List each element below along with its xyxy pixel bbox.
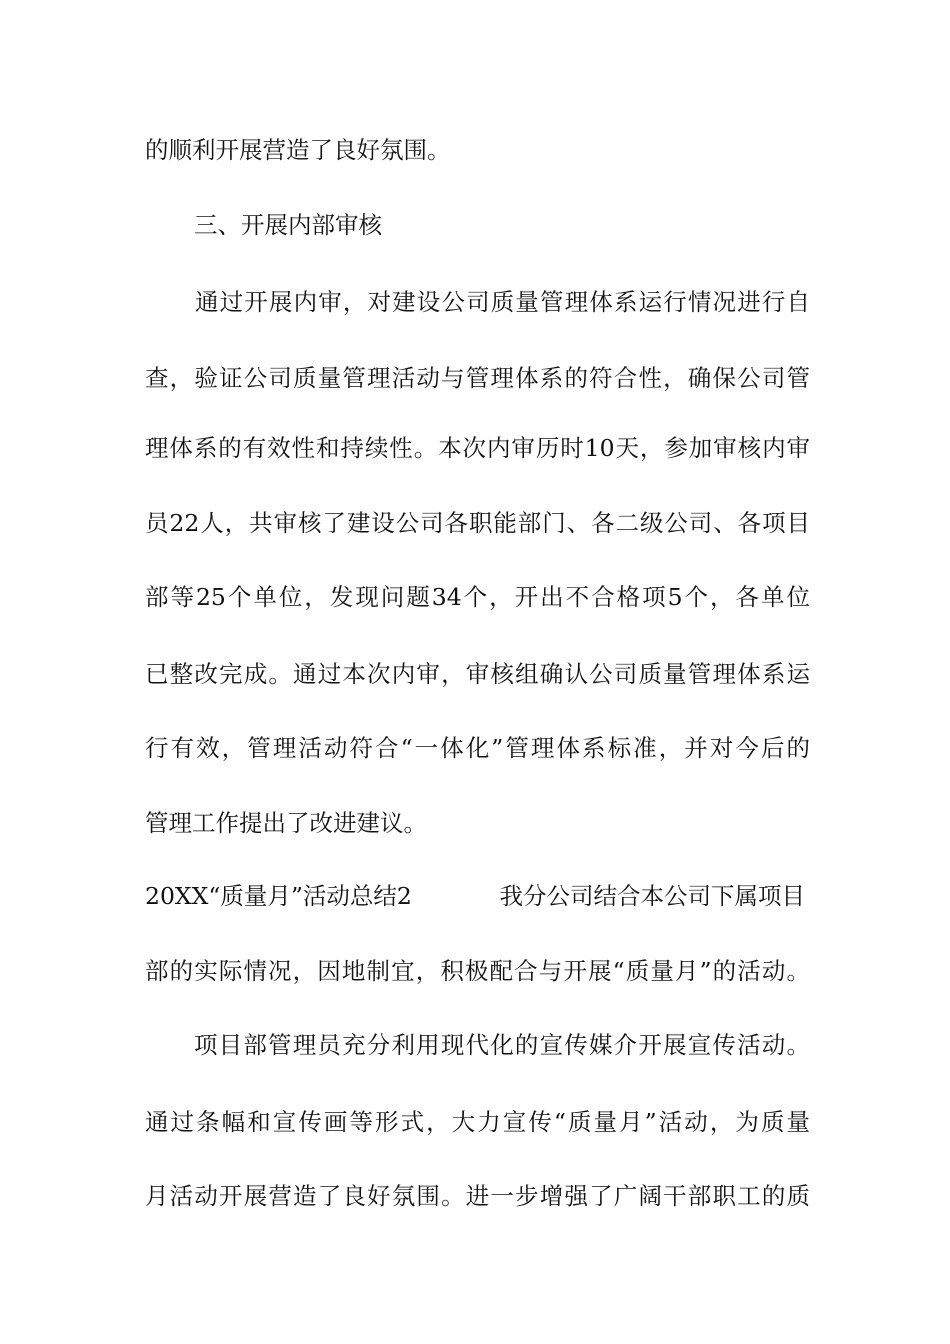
summary-intro: 我分公司结合本公司下属项目: [499, 882, 805, 910]
summary-heading-row: [145, 876, 805, 916]
text-line-10: 管理工作提出了改进建议。: [145, 809, 427, 837]
summary-title: 20XX“质量月”活动总结2: [145, 882, 412, 910]
text-line-13: 项目部管理员充分利用现代化的宣传媒介开展宣传活动。: [194, 1031, 810, 1059]
text-line-3: 通过开展内审，对建设公司质量管理体系运行情况进行自: [195, 288, 810, 316]
text-line-12: 部的实际情况，因地制宜，积极配合与开展“质量月”的活动。: [145, 957, 810, 985]
text-line-14: 通过条幅和宣传画等形式，大力宣传“质量月”活动，为质量: [145, 1108, 810, 1136]
text-line-1: 的顺利开展营造了良好氛围。: [145, 136, 451, 164]
text-line-15: 月活动开展营造了良好氛围。进一步增强了广阔干部职工的质: [145, 1182, 810, 1210]
text-line-9: 行有效，管理活动符合“一体化”管理体系标准，并对今后的: [145, 734, 810, 762]
text-line-8: 已整改完成。通过本次内审，审核组确认公司质量管理体系运: [145, 660, 810, 688]
text-line-5: 理体系的有效性和持续性。本次内审历时10天，参加审核内审: [145, 434, 810, 462]
text-line-7: 部等25个单位，发现问题34个，开出不合格项5个，各单位: [145, 583, 810, 611]
section-heading: 三、开展内部审核: [194, 211, 382, 239]
text-line-4: 查，验证公司质量管理活动与管理体系的符合性，确保公司管: [145, 364, 810, 392]
text-line-6: 员22人，共审核了建设公司各职能部门、各二级公司、各项目: [145, 509, 810, 537]
